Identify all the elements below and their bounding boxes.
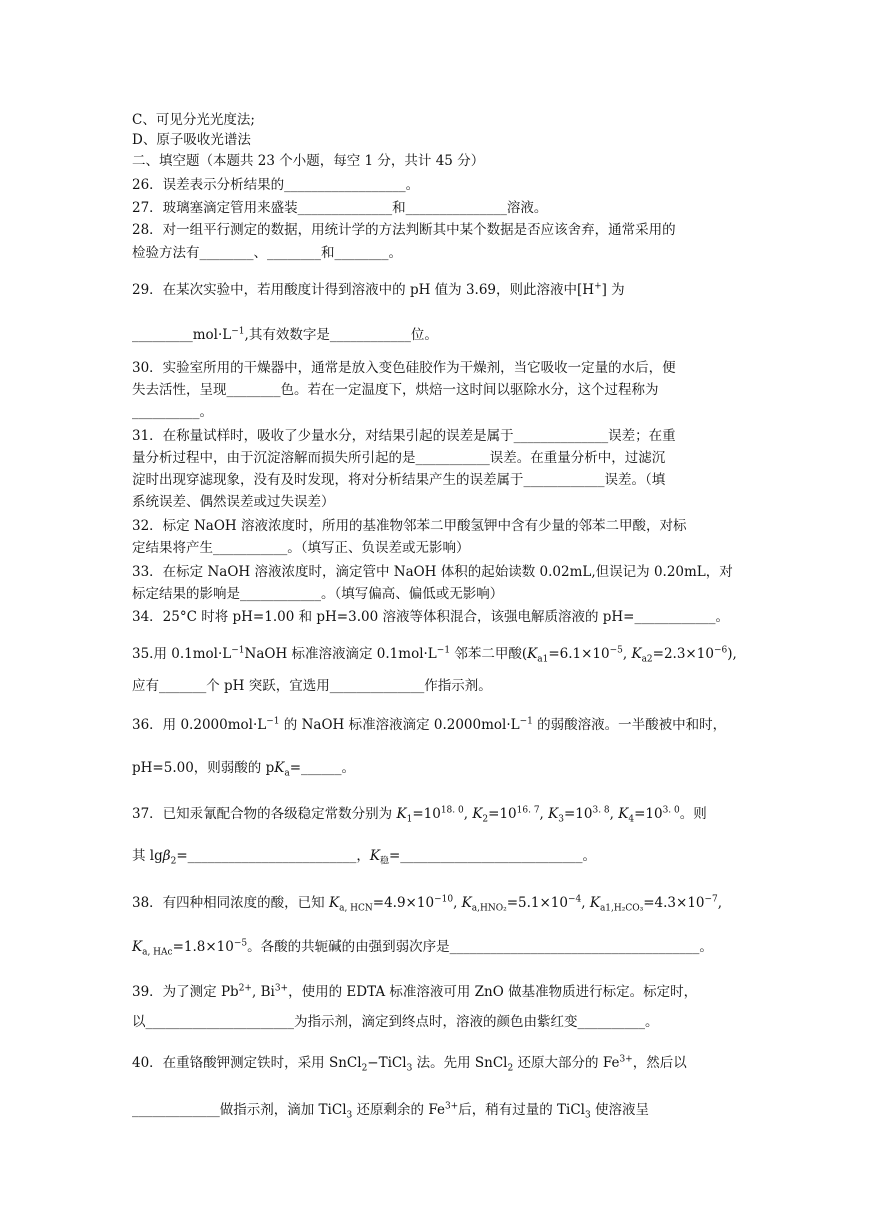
option-c: C、可见分光光度法; xyxy=(132,112,255,128)
question-37: 37．已知汞氰配合物的各级稳定常数分别为 $K_1=10^{18. 0}$, $K_2=10^{16. 7}$, $K_3=10^{3. 8}$, $K_4=10^{3. 0}$。则 xyxy=(132,805,707,825)
question-40-line2: _____________做指示剂，滴加 TiCl$_3$ 还原剩余的 $Fe^{3+}$后，稍有过量的 TiCl$_3$ 使溶液呈 xyxy=(132,1101,650,1121)
question-34: 34．25°C 时将 pH=1.00 和 pH=3.00 溶液等体积混合，该强电解质溶液的 pH=____________。 xyxy=(132,609,729,625)
question-40: 40．在重铬酸钾测定铁时，采用 SnCl$_2$−TiCl$_3$ 法。先用 SnCl$_2$ 还原大部分的 $Fe^{3+}$，然后以 xyxy=(132,1054,687,1074)
question-30-line3: __________。 xyxy=(132,404,213,420)
question-37-line2: 其 lgβ$_2$=_________________________，$K_稳=\_\_\_\_\_\_\_\_\_\_\_\_\_\_\_\_\_\_\_\_\_\_\_\_\_\_\_$。 xyxy=(132,848,597,867)
question-39-line2: 以______________________为指示剂，滴定到终点时，溶液的颜色由紫红变__________。 xyxy=(132,1014,659,1030)
question-29: 29．在某次实验中，若用酸度计得到溶液中的 pH 值为 3.69，则此溶液中[H+] 为 xyxy=(132,281,625,298)
question-28: 28．对一组平行测定的数据，用统计学的方法判断其中某个数据是否应该舍弃，通常采用的 xyxy=(132,222,676,238)
question-38-line2: $K_{a, HAc}=1.8\times 10^{-5}$。各酸的共轭碱的由强到弱次序是_____________________________________。 xyxy=(132,938,713,958)
question-39: 39．为了测定 $Pb^{2+}$, $Bi^{3+}$，使用的 EDTA 标准溶液可用 ZnO 做基准物质进行标定。标定时， xyxy=(132,983,698,1000)
question-35-line2: 应有_______个 pH 突跃，宜选用______________作指示剂。 xyxy=(132,678,492,694)
question-32: 32．标定 NaOH 溶液浓度时，所用的基准物邻苯二甲酸氢钾中含有少量的邻苯二甲酸，对标 xyxy=(132,518,687,534)
question-33-line2: 标定结果的影响是____________。（填写偏高、偏低或无影响） xyxy=(132,586,504,602)
question-30: 30．实验室所用的干燥器中，通常是放入变色硅胶作为干燥剂，当它吸收一定量的水后，便 xyxy=(132,360,676,376)
question-32-line2: 定结果将产生___________。（填写正、负误差或无影响） xyxy=(132,540,470,556)
question-27: 27．玻璃塞滴定管用来盛装______________和_______________溶液。 xyxy=(132,200,548,216)
option-d: D、原子吸收光谱法 xyxy=(132,132,251,148)
question-33: 33．在标定 NaOH 溶液浓度时，滴定管中 NaOH 体积的起始读数 0.02mL,但误记为 0.20mL，对 xyxy=(132,564,733,580)
question-28-line2: 检验方法有________、________和________。 xyxy=(132,245,402,261)
question-31-line4: 系统误差、偶然误差或过失误差） xyxy=(132,494,335,510)
question-36-line2: pH=5.00，则弱酸的 $pK_a=\_\_\_\_\_\_$。 xyxy=(132,760,355,779)
question-31-line3: 淀时出现穿滤现象，没有及时发现，将对分析结果产生的误差属于____________误差。（填 xyxy=(132,472,666,488)
question-36: 36．用 $0.2000mol\cdot L^{-1}$ 的 NaOH 标准溶液滴定 $0.2000mol\cdot L^{-1}$ 的弱酸溶液。一半酸被中和时， xyxy=(132,716,727,733)
question-30-line2: 失去活性，呈现________色。若在一定温度下，烘焙一这时间以驱除水分，这个过程称为 xyxy=(132,382,659,398)
question-29-line2: $\_\_\_\_\_\_\_\_\_mol\cdot L^{-1}$,其有效数字是____________位。 xyxy=(132,326,438,343)
question-31-line2: 量分析过程中，由于沉淀溶解而损失所引起的是___________误差。在重量分析中，过滤沉 xyxy=(132,450,666,466)
section-heading: 二、填空题（本题共 23 个小题，每空 1 分，共计 45 分） xyxy=(132,153,485,169)
question-38: 38．有四种相同浓度的酸，已知 $K_{a, HCN}=4.9\times 10^{-10}$, $K_{a,HNO_2}=5.1\times 10^{-4}$, $K_{a1,H_2CO_3}=4.3\times 10^{-7}$, xyxy=(132,894,723,914)
question-31: 31．在称量试样时，吸收了少量水分，对结果引起的误差是属于______________误差；在重 xyxy=(132,428,676,444)
question-26: 26．误差表示分析结果的__________________。 xyxy=(132,177,420,193)
question-35: 35.用 $0.1mol\cdot L^{-1}NaOH$ 标准溶液滴定 $0.1mol\cdot L^{-1}$ 邻苯二甲酸($K_{a1}=6.1\times 10^{-5}$, $K_{a2}=2.3\times 10^{-6}$), xyxy=(132,645,737,665)
